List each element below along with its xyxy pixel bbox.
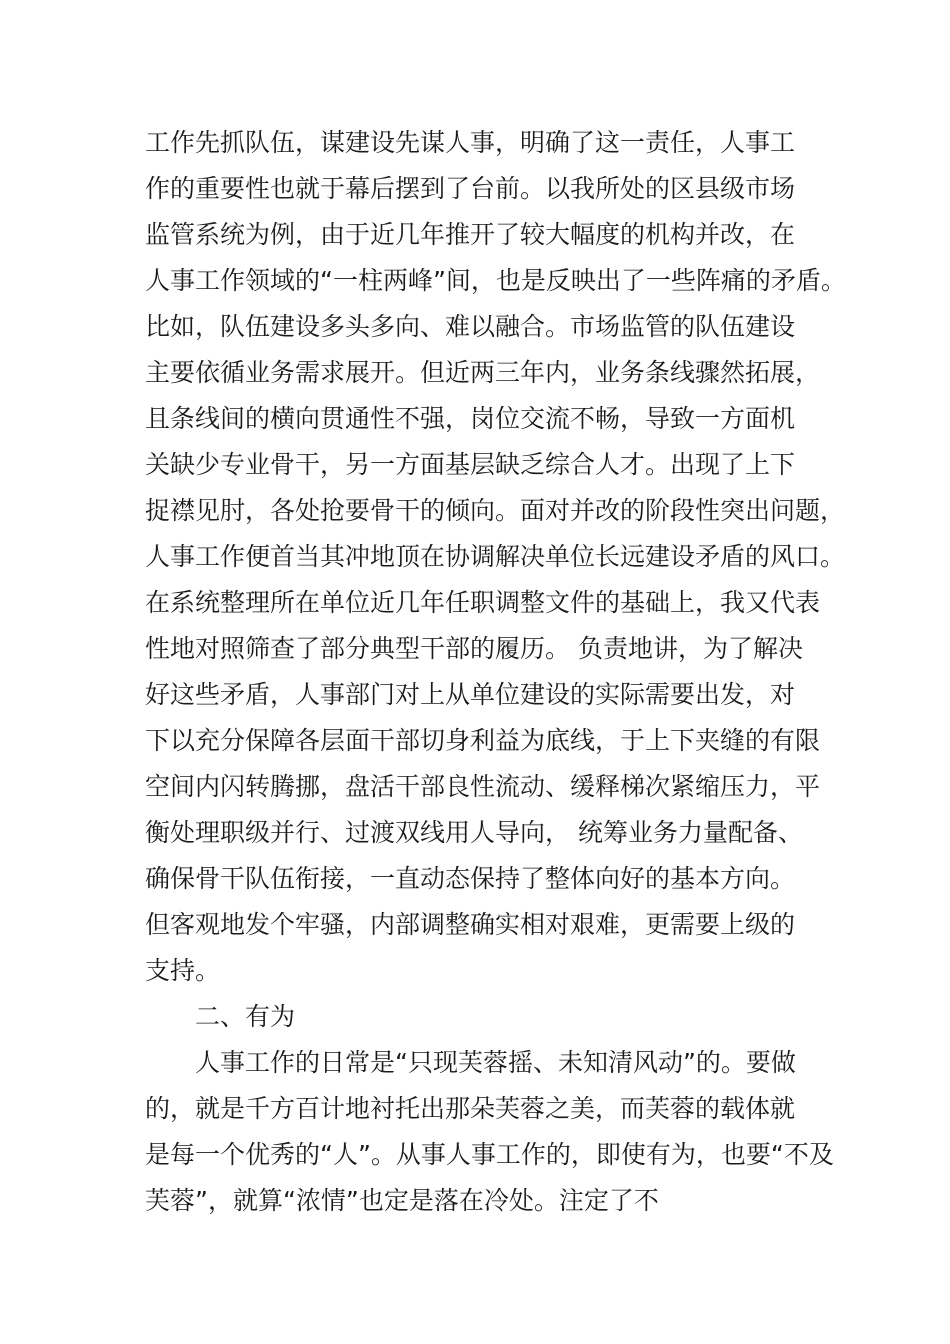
text-line: 作的重要性也就于幕后摆到了台前。以我所处的区县级市场 bbox=[145, 174, 796, 203]
text-line: 关缺少专业骨干，另一方面基层缺乏综合人才。出现了上下 bbox=[145, 450, 796, 479]
text-line: 人事工作领域的“一柱两峰”间，也是反映出了一些阵痛的矛盾。 bbox=[145, 266, 846, 295]
text-line: 确保骨干队伍衔接，一直动态保持了整体向好的基本方向。 bbox=[145, 864, 796, 893]
text-line: 且条线间的横向贯通性不强，岗位交流不畅，导致一方面机 bbox=[145, 404, 796, 433]
text-line: 芙蓉”，就算“浓情”也定是落在冷处。注定了不 bbox=[145, 1186, 659, 1215]
text-line: 性地对照筛查了部分典型干部的履历。 负责地讲，为了解决 bbox=[145, 634, 803, 663]
text-line: 比如，队伍建设多头多向、难以融合。市场监管的队伍建设 bbox=[145, 312, 796, 341]
text-line: 的，就是千方百计地衬托出那朵芙蓉之美，而芙蓉的载体就 bbox=[145, 1094, 796, 1123]
text-line: 人事工作便首当其冲地顶在协调解决单位长远建设矛盾的风口。 bbox=[145, 542, 846, 571]
section-heading: 二、有为 bbox=[195, 1002, 296, 1031]
text-line: 主要依循业务需求展开。但近两三年内，业务条线骤然拓展， bbox=[145, 358, 821, 387]
text-line: 在系统整理所在单位近几年任职调整文件的基础上，我又代表 bbox=[145, 588, 821, 617]
text-line: 工作先抓队伍，谋建设先谋人事，明确了这一责任，人事工 bbox=[145, 128, 796, 157]
text-line: 捉襟见肘，各处抢要骨干的倾向。面对并改的阶段性突出问题， bbox=[145, 496, 846, 525]
text-line: 支持。 bbox=[145, 956, 221, 985]
text-line: 但客观地发个牢骚，内部调整确实相对艰难，更需要上级的 bbox=[145, 910, 796, 939]
text-line: 是每一个优秀的“人”。从事人事工作的，即使有为，也要“不及 bbox=[145, 1140, 834, 1169]
text-line: 好这些矛盾，人事部门对上从单位建设的实际需要出发，对 bbox=[145, 680, 796, 709]
text-line: 监管系统为例，由于近几年推开了较大幅度的机构并改，在 bbox=[145, 220, 796, 249]
text-line: 空间内闪转腾挪，盘活干部良性流动、缓释梯次紧缩压力，平 bbox=[145, 772, 821, 801]
text-line: 下以充分保障各层面干部切身利益为底线，于上下夹缝的有限 bbox=[145, 726, 821, 755]
text-line: 衡处理职级并行、过渡双线用人导向， 统筹业务力量配备、 bbox=[145, 818, 803, 847]
text-line: 人事工作的日常是“只现芙蓉摇、未知清风动”的。要做 bbox=[195, 1048, 796, 1077]
